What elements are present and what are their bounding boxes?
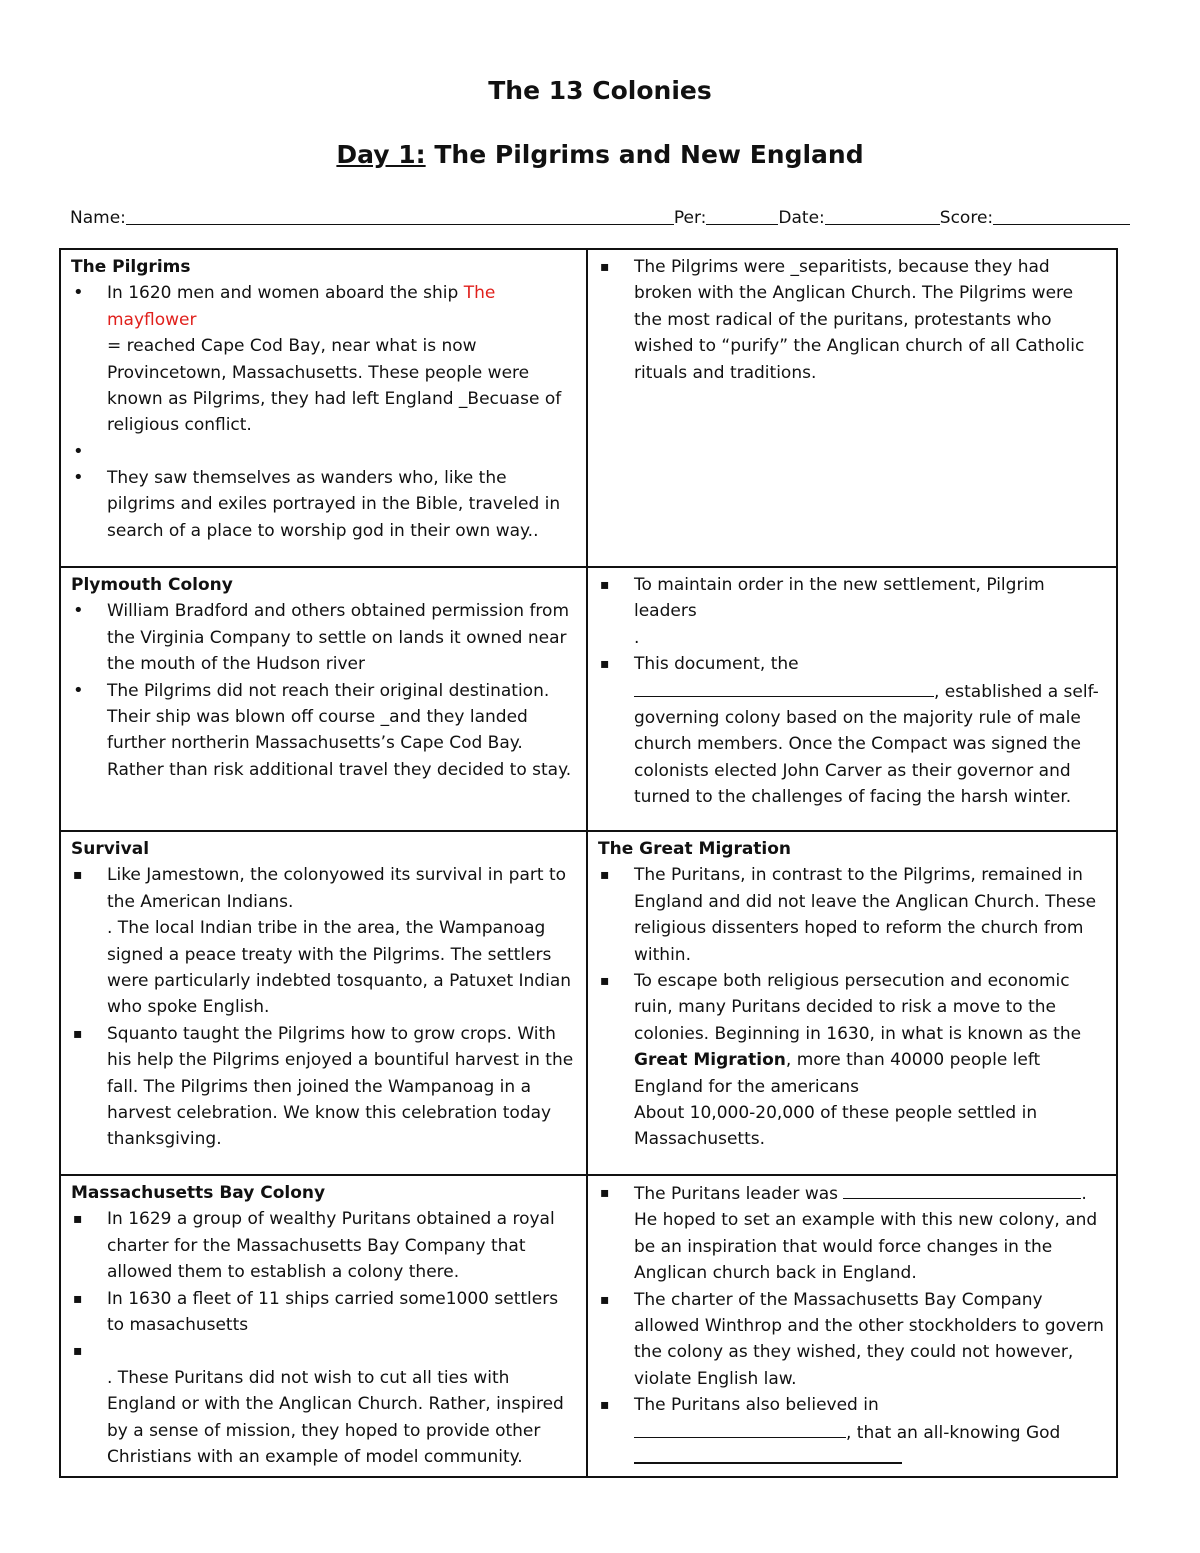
bullet-text-cont: = reached Cape Cod Bay, near what is now Provincetown, Massachusetts. These people were known as Pilgrims, they had left England _Becuase of religious conflict. [107, 336, 562, 436]
list-item: ▪ In 1629 a group of wealthy Puritans obtained a royal charter for the Massachusetts Bay Company that allowed them to establish a colony there. [71, 1206, 576, 1285]
section-heading: Massachusetts Bay Colony [71, 1183, 326, 1203]
bullet-text-cont: , established a self-governing colony based on the majority rule of male church members. Once the Compact was signed the colonists elected John Carver as their governor and turned to the challenges of facing the harsh winter. [634, 681, 1099, 808]
list-item: • The Pilgrims did not reach their original destination. Their ship was blown off course _and they landed further northerin Massachusetts’s Cape Cod Bay. Rather than risk additional travel they decided to stay. [71, 678, 576, 784]
notes-table [59, 248, 1118, 1478]
date-field[interactable] [825, 206, 940, 225]
bullet-text-post: , more than 40000 people left England for the americans [634, 1050, 1041, 1097]
list-item [598, 968, 1106, 1153]
per-label: Per: [673, 208, 707, 228]
bullet-list [71, 598, 576, 783]
bullet-text: To maintain order in the new settlement, Pilgrim leaders [634, 575, 1045, 622]
page-subtitle [0, 140, 1200, 169]
bullet-list [598, 1180, 1106, 1472]
score-field[interactable] [993, 206, 1130, 225]
bullet-list [598, 862, 1106, 1152]
list-item [598, 572, 1106, 651]
table-row [60, 567, 1117, 831]
answer-text: The mayflower [107, 283, 496, 330]
list-item [71, 862, 576, 1020]
continuation-answer-blank[interactable] [634, 1456, 902, 1464]
section-heading: The Pilgrims [71, 257, 191, 277]
bullet-list [71, 1206, 576, 1470]
list-item: ▪ The Pilgrims were _separitists, because they had broken with the Anglican Church. The Pilgrims were the most radical of the puritans, protestants who wished to “purify” the Anglican church of all Catholic rituals and traditions. [598, 254, 1106, 386]
subtitle-text: The Pilgrims and New England [434, 140, 864, 169]
bullet-text-cont: He hoped to set an example with this new colony, and be an inspiration that would force changes in the Anglican church back in England. [634, 1210, 1098, 1284]
bullet-text: The Puritans leader was [634, 1184, 838, 1204]
bullet-list [598, 254, 1106, 386]
cell-separatists [587, 249, 1117, 567]
bullet-list [71, 280, 576, 544]
cell-massbay [60, 1175, 587, 1477]
bullet-text: This document, the [634, 654, 799, 675]
cell-plymouth [60, 567, 587, 831]
bullet-dot: . [634, 627, 640, 648]
term-great-migration: Great Migration [634, 1050, 786, 1071]
bullet-list [71, 862, 576, 1152]
table-row [60, 1175, 1117, 1477]
table-row [60, 249, 1117, 567]
belief-answer-blank[interactable] [634, 1419, 846, 1438]
bullet-text-cont: . The local Indian tribe in the area, the Wampanoag signed a peace treaty with the Pilgrims. The settlers were particularly indebted tosquanto, a Patuxet Indian who spoke English. [107, 918, 572, 1018]
day-label: Day 1: [336, 140, 426, 169]
list-item: ▪ Squanto taught the Pilgrims how to grow crops. With his help the Pilgrims enjoyed a bountiful harvest in the fall. The Pilgrims then joined the Wampanoag in a harvest celebration. We know this celebration today thanksgiving. [71, 1021, 576, 1153]
compact-answer-blank[interactable] [634, 678, 934, 697]
bullet-text-post: . [1081, 1184, 1087, 1204]
list-item [598, 651, 1106, 810]
name-field[interactable] [126, 206, 674, 225]
list-item: • They saw themselves as wanders who, like the pilgrims and exiles portrayed in the Bible, traveled in search of a place to worship god in their own way.. [71, 465, 576, 544]
bullet-text: In 1620 men and women aboard the ship [107, 283, 464, 304]
list-item: • William Bradford and others obtained permission from the Virginia Company to settle on lands it owned near the mouth of the Hudson river [71, 598, 576, 677]
date-label: Date: [778, 208, 825, 228]
page-title: The 13 Colonies [488, 76, 712, 105]
bullet-text: Like Jamestown, the colonyowed its survival in part to the American Indians. [107, 865, 567, 912]
list-item [598, 1392, 1106, 1472]
list-item [598, 1180, 1106, 1287]
cell-compact [587, 567, 1117, 831]
score-label: Score: [939, 208, 994, 228]
bullet-text: The Puritans also believed in [634, 1395, 879, 1416]
name-label: Name: [70, 208, 126, 228]
bullet-list [598, 572, 1106, 811]
cell-pilgrims [60, 249, 587, 567]
cell-migration [587, 831, 1117, 1175]
list-item [71, 280, 576, 438]
student-info-line [70, 202, 1130, 228]
bullet-text: To escape both religious persecution and economic ruin, many Puritans decided to risk a move to the colonies. Beginning in 1630, in what is known as the [634, 971, 1082, 1044]
list-item [71, 1338, 576, 1470]
list-item: ▪ The charter of the Massachusetts Bay Company allowed Winthrop and the other stockholders to govern the colony as they wished, they could not however, violate English law. [598, 1287, 1106, 1393]
list-item: ▪ The Puritans, in contrast to the Pilgrims, remained in England and did not leave the Anglican Church. These religious dissenters hoped to reform the church from within. [598, 862, 1106, 968]
bullet-text-cont: About 10,000-20,000 of these people settled in Massachusetts. [634, 1103, 1038, 1150]
table-row [60, 831, 1117, 1175]
per-field[interactable] [706, 206, 778, 225]
bullet-text-cont: . These Puritans did not wish to cut all ties with England or with the Anglican Church. Rather, inspired by a sense of mission, they hoped to provide other Christians with an example of model community. [107, 1367, 564, 1468]
cell-survival [60, 831, 587, 1175]
section-heading: The Great Migration [598, 839, 792, 859]
list-item: ▪ In 1630 a fleet of 11 ships carried some1000 settlers to masachusetts [71, 1286, 576, 1339]
cell-leader [587, 1175, 1117, 1477]
section-heading: Plymouth Colony [71, 575, 233, 595]
leader-answer-blank[interactable] [843, 1180, 1081, 1199]
section-heading: Survival [71, 839, 150, 859]
bullet-text-post: , that an all-knowing God [846, 1422, 1061, 1443]
spacer [71, 439, 576, 465]
